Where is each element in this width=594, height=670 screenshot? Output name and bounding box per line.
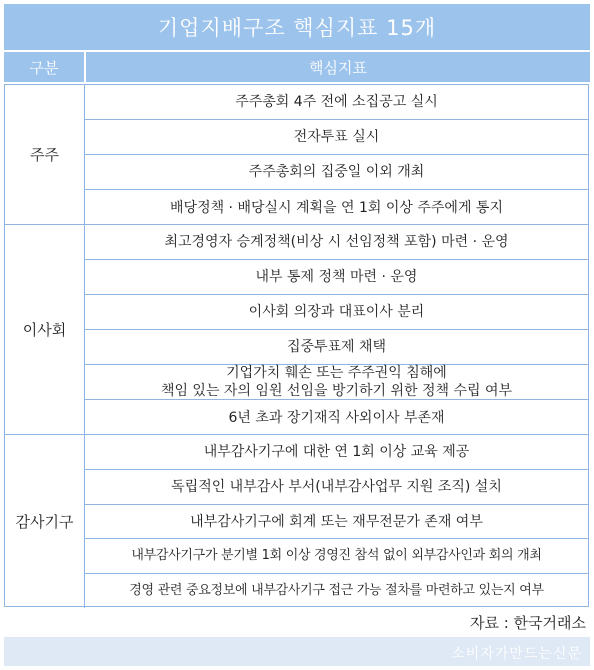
indicator-row: 주주총회 4주 전에 소집공고 실시 <box>85 85 588 120</box>
category-label: 주주 <box>5 85 85 224</box>
indicator-row: 이사회 의장과 대표이사 분리 <box>85 295 588 330</box>
indicator-row: 내부감사기구에 회계 또는 재무전문가 존재 여부 <box>85 505 588 539</box>
category-label: 이사회 <box>5 225 85 434</box>
indicator-row: 집중투표제 채택 <box>85 330 588 365</box>
group-audit <box>5 435 588 608</box>
indicator-row: 경영 관련 중요정보에 내부감사기구 접근 가능 절차를 마련하고 있는지 여부 <box>129 583 544 598</box>
indicator-row: 내부감사기구가 분기별 1회 이상 경영진 참석 없이 외부감사인과 회의 개최 <box>85 539 588 574</box>
indicator-line: 기업가치 훼손 또는 주주권익 침해에 <box>226 365 447 381</box>
indicator-row: 6년 초과 장기재직 사외이사 부존재 <box>228 409 445 426</box>
indicator-row: 전자투표 실시 <box>85 120 588 155</box>
header-indicator: 핵심지표 <box>86 52 590 82</box>
footer-bar <box>4 637 590 666</box>
group-shareholders <box>5 85 588 225</box>
page-title: 기업지배구조 핵심지표 15개 <box>4 4 590 50</box>
indicator-line: 책임 있는 자의 임원 선임을 방기하기 위한 정책 수립 여부 <box>160 383 513 399</box>
indicator-row: 최고경영자 승계정책(비상 시 선임정책 포함) 마련 · 운영 <box>85 225 588 260</box>
source-note: 자료 : 한국거래소 <box>469 614 586 632</box>
indicator-row: 내부 통제 정책 마련 · 운영 <box>85 260 588 295</box>
watermark: 소비자가만드는신문 <box>451 646 582 662</box>
group-board <box>5 225 588 435</box>
category-label: 감사기구 <box>5 435 85 608</box>
indicator-row <box>85 365 588 400</box>
indicator-table <box>4 84 589 607</box>
header-category: 구분 <box>4 52 84 82</box>
indicator-row: 배당정책 · 배당실시 계획을 연 1회 이상 주주에게 통지 <box>170 199 503 216</box>
indicator-row: 주주총회의 집중일 이외 개최 <box>85 155 588 190</box>
indicator-row: 내부감사기구에 대한 연 1회 이상 교육 제공 <box>85 435 588 470</box>
indicator-row: 독립적인 내부감사 부서(내부감사업무 지원 조직) 설치 <box>85 470 588 505</box>
